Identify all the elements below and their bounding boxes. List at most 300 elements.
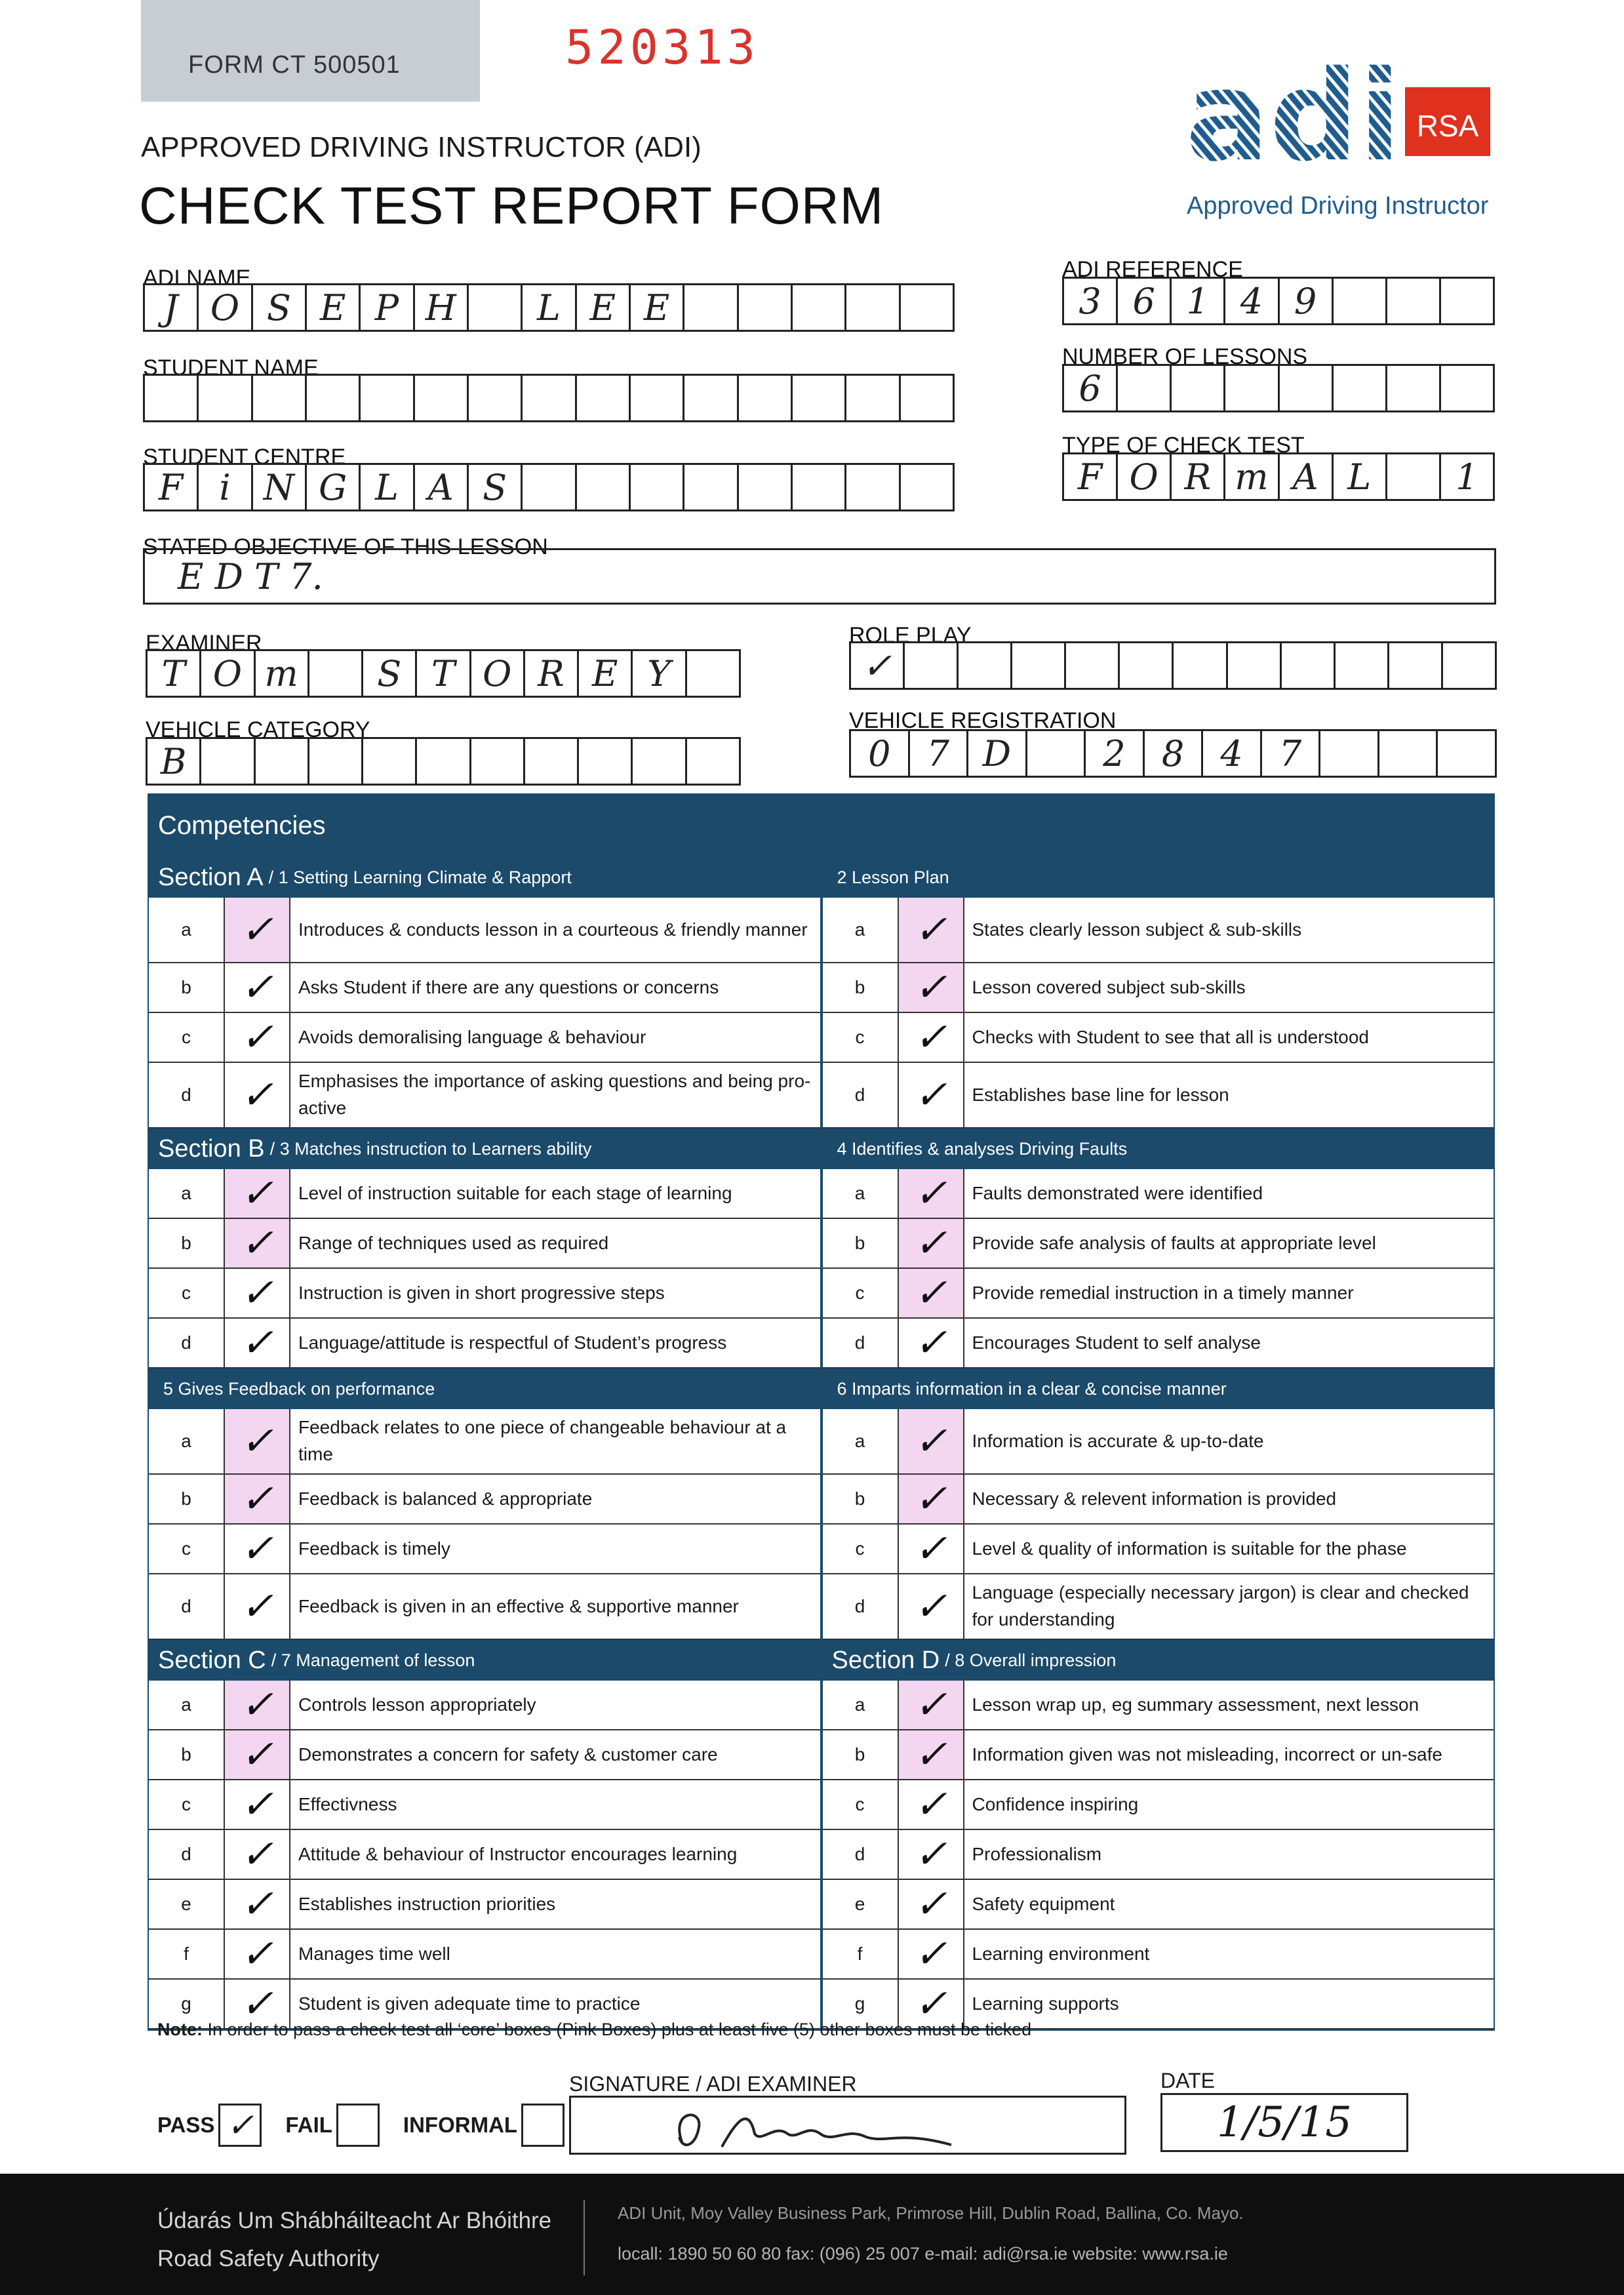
competency-row [823, 1525, 1494, 1574]
competency-description: Feedback relates to one piece of changeable behaviour at a time [298, 1417, 787, 1464]
competency-description: Information given was not misleading, incorrect or un-safe [972, 1744, 1442, 1765]
char-box[interactable] [523, 376, 576, 420]
char-box[interactable] [687, 651, 739, 696]
char-box[interactable]: A [415, 465, 469, 509]
rsa-badge: RSA [1416, 109, 1479, 143]
section-subtitle: 5 Gives Feedback on performance [163, 1378, 435, 1399]
section-subtitle: 4 Identifies & analyses Driving Faults [837, 1138, 1128, 1159]
char-box[interactable] [901, 285, 953, 330]
result-row [157, 2104, 588, 2147]
char-box[interactable] [793, 285, 846, 330]
footer-contact: locall: 1890 50 60 80 fax: (096) 25 007 e-mail: adi@rsa.ie website: www.rsa.ie [618, 2244, 1228, 2264]
char-box[interactable] [199, 376, 252, 420]
student-name-boxes [143, 374, 955, 422]
row-key: a [149, 1409, 225, 1473]
informal-checkbox[interactable] [521, 2104, 564, 2147]
char-box[interactable] [1336, 643, 1389, 688]
competency-description: Confidence inspiring [972, 1793, 1139, 1814]
pass-rule-note [157, 2020, 1031, 2040]
adi-name-label: ADI NAME [143, 266, 251, 290]
char-box[interactable]: L [523, 285, 576, 330]
char-box[interactable] [1438, 731, 1495, 776]
char-box[interactable]: 1 [1172, 279, 1225, 323]
tick-box[interactable]: ✓ [225, 963, 290, 1012]
char-box[interactable]: 8 [1145, 731, 1204, 776]
row-key: d [823, 1830, 899, 1879]
char-box[interactable] [469, 376, 523, 420]
char-box[interactable]: L [1334, 454, 1387, 499]
competency-row [823, 1880, 1494, 1930]
char-box[interactable] [577, 376, 631, 420]
core-tick-box[interactable]: ✓ [225, 1730, 290, 1779]
char-box[interactable]: m [1225, 454, 1279, 499]
competency-row [823, 1063, 1494, 1128]
char-box[interactable]: A [1280, 454, 1334, 499]
footer-english-name: Road Safety Authority [157, 2246, 380, 2271]
char-box[interactable] [309, 651, 363, 696]
tick-box[interactable]: ✓ [899, 1980, 964, 2028]
competency-description: Establishes base line for lesson [972, 1084, 1229, 1105]
char-box[interactable]: O [201, 651, 255, 696]
char-box[interactable] [901, 376, 953, 420]
competency-row [823, 1409, 1494, 1475]
competencies-right-column [823, 857, 1494, 2029]
student-centre-boxes [143, 463, 955, 511]
form-subtitle: APPROVED DRIVING INSTRUCTOR (ADI) [141, 131, 702, 163]
core-tick-box[interactable]: ✓ [899, 898, 964, 962]
competency-description: Attitude & behaviour of Instructor encourages learning [298, 1843, 738, 1864]
core-tick-box[interactable]: ✓ [899, 1169, 964, 1218]
section-subtitle: / 7 Management of lesson [271, 1650, 475, 1670]
competency-row [149, 1930, 820, 1980]
tick-box[interactable]: ✓ [225, 1319, 290, 1367]
char-box[interactable]: 6 [1118, 279, 1172, 323]
competency-description: Introduces & conducts lesson in a courteous & friendly manner [298, 919, 808, 940]
serial-number: 520313 [565, 20, 760, 75]
competency-row [149, 898, 820, 963]
char-box[interactable]: Y [633, 651, 686, 696]
char-box[interactable] [1280, 366, 1334, 410]
section-header [823, 1128, 1494, 1169]
competencies-table [148, 793, 1495, 2031]
student-centre-label: STUDENT CENTRE [143, 445, 346, 469]
section-header [823, 857, 1494, 898]
competency-row [823, 1730, 1494, 1780]
char-box[interactable] [633, 739, 686, 784]
row-key: e [149, 1880, 225, 1928]
competency-row [149, 1409, 820, 1475]
char-box[interactable]: S [469, 465, 523, 509]
competency-row [149, 1169, 820, 1219]
section-subtitle: / 1 Setting Learning Climate & Rapport [268, 867, 572, 887]
char-box[interactable] [363, 739, 417, 784]
char-box[interactable] [739, 465, 793, 509]
vehicle-registration-label: VEHICLE REGISTRATION [849, 708, 1117, 733]
char-box[interactable] [846, 376, 900, 420]
char-box[interactable] [1174, 643, 1227, 688]
section-header [823, 1640, 1494, 1681]
competency-description: Controls lesson appropriately [298, 1694, 536, 1715]
competencies-left-column [149, 857, 823, 2029]
form-code-tag [141, 0, 480, 102]
competency-row [149, 1880, 820, 1930]
char-box[interactable] [905, 643, 959, 688]
tick-box[interactable]: ✓ [225, 1880, 290, 1928]
char-box[interactable]: H [415, 285, 469, 330]
section-subtitle: / 3 Matches instruction to Learners ability [269, 1138, 592, 1159]
row-key: c [149, 1013, 225, 1062]
tick-box[interactable]: ✓ [225, 1930, 290, 1978]
tick-box[interactable]: ✓ [225, 1063, 290, 1127]
row-key: a [149, 1681, 225, 1729]
char-box[interactable] [1443, 643, 1495, 688]
competency-description: Language (especially necessary jargon) is clear and checked for understanding [972, 1582, 1469, 1629]
char-box[interactable]: 1 [1456, 456, 1478, 498]
char-box[interactable]: E [307, 285, 361, 330]
competency-row [149, 1730, 820, 1780]
competency-row [149, 1269, 820, 1319]
row-key: g [823, 1980, 899, 2028]
tick-box[interactable]: ✓ [225, 1830, 290, 1879]
adi-name-boxes [143, 283, 955, 332]
competency-description: Avoids demoralising language & behaviour [298, 1026, 646, 1047]
core-tick-box[interactable]: ✓ [225, 1681, 290, 1729]
competency-description: Professionalism [972, 1843, 1102, 1864]
section-title: Section B [158, 1134, 265, 1163]
char-box[interactable]: E [577, 285, 631, 330]
char-box[interactable]: 7 [1262, 731, 1321, 776]
char-box[interactable] [525, 739, 579, 784]
core-tick-box[interactable]: ✓ [225, 1475, 290, 1523]
row-key: e [823, 1880, 899, 1928]
char-box[interactable]: ✓ [851, 643, 905, 688]
adi-logo [1185, 51, 1494, 182]
char-box[interactable] [1334, 279, 1387, 323]
section-header [823, 1368, 1494, 1409]
row-key: c [823, 1525, 899, 1573]
char-box[interactable] [846, 465, 900, 509]
char-box[interactable] [631, 376, 684, 420]
char-box[interactable] [739, 376, 793, 420]
tick-box[interactable]: ✓ [225, 1574, 290, 1639]
section-title: Section C [158, 1646, 266, 1674]
char-box[interactable] [1387, 366, 1441, 410]
competency-description: Instruction is given in short progressive steps [298, 1282, 665, 1303]
char-box[interactable] [253, 376, 307, 420]
row-key: a [823, 1409, 899, 1473]
char-box[interactable]: R [1172, 454, 1225, 499]
competency-description: Feedback is balanced & appropriate [298, 1488, 593, 1509]
char-box[interactable] [684, 285, 738, 330]
char-box[interactable] [471, 739, 525, 784]
competency-row [823, 963, 1494, 1013]
competency-row [823, 1681, 1494, 1730]
core-tick-box[interactable]: ✓ [225, 1409, 290, 1473]
competency-description: Faults demonstrated were identified [972, 1182, 1263, 1203]
competency-row [149, 1219, 820, 1269]
stated-objective-label: STATED OBJECTIVE OF THIS LESSON [143, 534, 548, 559]
competency-description: Demonstrates a concern for safety & customer care [298, 1744, 718, 1765]
examiner-label: EXAMINER [146, 631, 262, 656]
char-box[interactable] [1334, 366, 1387, 410]
core-tick-box[interactable]: ✓ [899, 1475, 964, 1523]
char-box[interactable]: 6 [1064, 366, 1118, 410]
competency-row [823, 1780, 1494, 1830]
char-box[interactable] [1027, 731, 1086, 776]
char-box[interactable]: S [363, 651, 417, 696]
note-text: In order to pass a check test all ‘core’ boxes (Pink Boxes) plus at least five (5) other boxes must be ticked [207, 2020, 1032, 2039]
section-subtitle: 6 Imparts information in a clear & concise manner [837, 1378, 1227, 1399]
char-box[interactable]: i [199, 465, 252, 509]
char-box[interactable] [793, 465, 846, 509]
competency-row [149, 1319, 820, 1368]
section-subtitle: / 8 Overall impression [945, 1650, 1117, 1670]
char-box[interactable]: S [253, 285, 307, 330]
char-box[interactable] [684, 465, 738, 509]
char-box[interactable] [959, 643, 1012, 688]
tick-box[interactable]: ✓ [899, 1063, 964, 1127]
char-box[interactable]: O [199, 285, 252, 330]
adi-logo-text: adi [1185, 51, 1402, 182]
logo-tagline: Approved Driving Instructor [1187, 192, 1489, 220]
char-box[interactable]: T [148, 651, 201, 696]
tick-box[interactable]: ✓ [899, 1780, 964, 1829]
core-tick-box[interactable]: ✓ [899, 963, 964, 1012]
core-tick-box[interactable]: ✓ [899, 1219, 964, 1267]
competency-description: Learning supports [972, 1993, 1119, 2014]
char-box[interactable] [631, 465, 684, 509]
competency-description: Level of instruction suitable for each stage of learning [298, 1182, 732, 1203]
signature-label: SIGNATURE / ADI EXAMINER [569, 2072, 857, 2096]
char-box[interactable]: m [256, 651, 309, 696]
competency-row [149, 1574, 820, 1640]
fail-checkbox[interactable] [336, 2104, 380, 2147]
row-key: b [149, 1475, 225, 1523]
number-of-lessons-label: NUMBER OF LESSONS [1062, 344, 1308, 369]
competency-description: Effectivness [298, 1793, 397, 1814]
type-of-check-test-boxes [1062, 452, 1495, 501]
competency-description: States clearly lesson subject & sub-skills [972, 919, 1302, 940]
char-box[interactable] [1066, 643, 1120, 688]
competency-description: Provide remedial instruction in a timely manner [972, 1282, 1354, 1303]
competency-description: Feedback is timely [298, 1538, 450, 1559]
competency-description: Level & quality of information is suitable for the phase [972, 1538, 1407, 1559]
char-box[interactable]: 2 [1086, 731, 1145, 776]
char-box[interactable] [307, 376, 361, 420]
char-box[interactable] [1389, 643, 1443, 688]
tick-box[interactable]: ✓ [899, 1013, 964, 1062]
core-tick-box[interactable]: ✓ [899, 1730, 964, 1779]
row-key: c [823, 1780, 899, 1829]
form-code: FORM CT 500501 [188, 51, 401, 79]
char-box[interactable]: 4 [1225, 279, 1279, 323]
pass-label: PASS [157, 2113, 215, 2137]
adi-reference-label: ADI REFERENCE [1062, 257, 1243, 282]
core-tick-box[interactable]: ✓ [899, 1681, 964, 1729]
row-key: b [149, 1730, 225, 1779]
tick-box[interactable]: ✓ [225, 1013, 290, 1062]
char-box[interactable]: 9 [1280, 279, 1334, 323]
char-box[interactable]: P [361, 285, 414, 330]
competency-description: Checks with Student to see that all is understood [972, 1026, 1369, 1047]
role-play-label: ROLE PLAY [849, 623, 972, 648]
core-tick-box[interactable]: ✓ [225, 1219, 290, 1267]
char-box[interactable] [579, 739, 633, 784]
char-box[interactable]: G [307, 465, 361, 509]
char-box[interactable] [145, 376, 199, 420]
competency-description: Establishes instruction priorities [298, 1893, 556, 1914]
char-box[interactable]: R [525, 651, 579, 696]
row-key: d [149, 1319, 225, 1367]
adi-reference-boxes [1062, 277, 1495, 325]
char-box[interactable]: 7 [910, 731, 969, 776]
char-box[interactable] [739, 285, 793, 330]
char-box[interactable] [687, 739, 739, 784]
competencies-header: Competencies [149, 795, 1494, 857]
competency-row [149, 1830, 820, 1880]
char-box[interactable] [417, 739, 471, 784]
char-box[interactable] [901, 465, 953, 509]
competency-row [149, 1063, 820, 1128]
char-box[interactable] [1387, 279, 1441, 323]
char-box[interactable] [1379, 731, 1438, 776]
char-box[interactable] [415, 376, 469, 420]
row-key: c [823, 1013, 899, 1062]
competency-description: Range of techniques used as required [298, 1232, 609, 1253]
char-box[interactable] [1282, 643, 1336, 688]
section-title: Section D [831, 1646, 940, 1674]
note-label: Note: [157, 2020, 203, 2039]
vehicle-category-label: VEHICLE CATEGORY [146, 717, 370, 742]
competency-row [149, 1475, 820, 1525]
student-name-label: STUDENT NAME [143, 355, 319, 380]
char-box[interactable]: D [968, 731, 1027, 776]
row-key: d [149, 1063, 225, 1127]
competency-row [823, 1013, 1494, 1063]
tick-box[interactable]: ✓ [899, 1525, 964, 1573]
section-subtitle: 2 Lesson Plan [837, 867, 949, 887]
char-box[interactable] [684, 376, 738, 420]
char-box[interactable]: T [417, 651, 471, 696]
row-key: b [149, 1219, 225, 1267]
char-box[interactable] [1012, 643, 1066, 688]
row-key: c [149, 1780, 225, 1829]
char-box[interactable]: L [361, 465, 414, 509]
competency-description: Necessary & relevent information is provided [972, 1488, 1337, 1509]
char-box[interactable]: 0 [851, 731, 910, 776]
competency-row [823, 1169, 1494, 1219]
examiner-boxes [146, 649, 741, 698]
char-box[interactable]: F [1064, 454, 1118, 499]
core-tick-box[interactable]: ✓ [899, 1269, 964, 1317]
competency-row [823, 898, 1494, 963]
competency-description: Asks Student if there are any questions or concerns [298, 976, 719, 997]
char-box[interactable]: 3 [1064, 279, 1118, 323]
char-box[interactable] [309, 739, 363, 784]
char-box[interactable] [1441, 366, 1493, 410]
char-box[interactable] [1118, 366, 1172, 410]
row-key: c [149, 1525, 225, 1573]
vehicle-category-boxes [146, 737, 741, 786]
char-box[interactable]: O [471, 651, 525, 696]
tick-box[interactable]: ✓ [899, 1880, 964, 1928]
date-field[interactable]: 1/5/15 [1160, 2093, 1408, 2152]
competency-description: Feedback is given in an effective & supportive manner [298, 1595, 739, 1616]
row-key: c [149, 1269, 225, 1317]
char-box[interactable]: B [148, 739, 201, 784]
competency-row [149, 1780, 820, 1830]
tick-box[interactable]: ✓ [225, 1269, 290, 1317]
footer-irish-name: Údarás Um Shábháilteacht Ar Bhóithre [157, 2208, 552, 2233]
char-box[interactable] [577, 465, 631, 509]
char-box[interactable]: F [145, 465, 199, 509]
row-key: b [823, 1475, 899, 1523]
char-box[interactable] [201, 739, 255, 784]
char-box[interactable] [793, 376, 846, 420]
char-box[interactable]: N [253, 465, 307, 509]
tick-box[interactable]: ✓ [899, 1574, 964, 1639]
section-header [149, 1128, 820, 1169]
pass-checkbox[interactable]: ✓ [218, 2104, 262, 2147]
char-box[interactable] [1387, 454, 1441, 499]
char-box[interactable]: O [1118, 454, 1172, 499]
competency-row [823, 1269, 1494, 1319]
char-box[interactable] [361, 376, 414, 420]
competency-row [823, 1574, 1494, 1640]
informal-label: INFORMAL [403, 2113, 518, 2137]
tick-box[interactable]: ✓ [899, 1930, 964, 1978]
char-box[interactable]: 4 [1203, 731, 1262, 776]
char-box[interactable] [256, 739, 309, 784]
char-box[interactable] [846, 285, 900, 330]
tick-box[interactable]: ✓ [225, 1980, 290, 2028]
date-label: DATE [1160, 2069, 1215, 2092]
competency-row [149, 963, 820, 1013]
core-tick-box[interactable]: ✓ [225, 1169, 290, 1218]
char-box[interactable] [469, 285, 523, 330]
competency-description: Lesson covered subject sub-skills [972, 976, 1246, 997]
row-key: a [149, 1169, 225, 1218]
section-header [149, 857, 820, 898]
section-header [149, 1640, 820, 1681]
char-box[interactable] [1441, 279, 1493, 323]
char-box[interactable]: E [579, 651, 633, 696]
footer-divider [584, 2200, 585, 2275]
tick-box[interactable]: ✓ [225, 1780, 290, 1829]
tick-box[interactable]: ✓ [899, 1830, 964, 1879]
char-box[interactable]: J [145, 285, 199, 330]
char-box[interactable] [1120, 643, 1174, 688]
competency-row [823, 1219, 1494, 1269]
char-box[interactable] [1225, 366, 1279, 410]
vehicle-registration-boxes [849, 729, 1497, 778]
examiner-signature [571, 2098, 1128, 2157]
tick-box[interactable]: ✓ [225, 1525, 290, 1573]
competency-row [149, 1013, 820, 1063]
char-box[interactable] [1172, 366, 1225, 410]
char-box[interactable]: E [631, 285, 684, 330]
competency-description: Encourages Student to self analyse [972, 1332, 1261, 1353]
core-tick-box[interactable]: ✓ [225, 898, 290, 962]
char-box[interactable] [1228, 643, 1282, 688]
tick-box[interactable]: ✓ [899, 1319, 964, 1367]
signature-box[interactable] [569, 2096, 1126, 2155]
competency-row [823, 1830, 1494, 1880]
core-tick-box[interactable]: ✓ [899, 1409, 964, 1473]
row-key: f [149, 1930, 225, 1978]
char-box[interactable] [523, 465, 576, 509]
char-box[interactable] [1320, 731, 1379, 776]
